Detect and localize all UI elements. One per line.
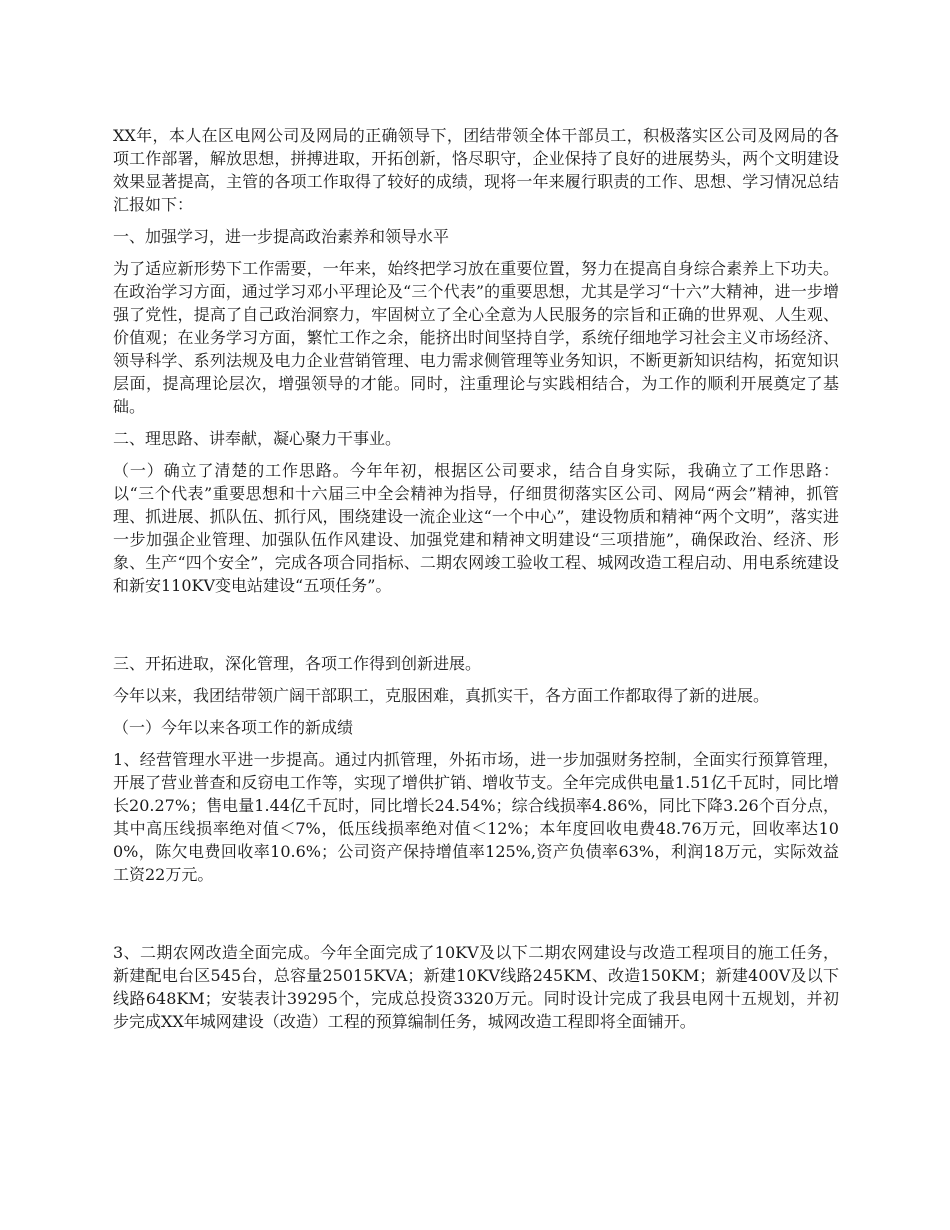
- intro-paragraph: XX年，本人在区电网公司及网局的正确领导下，团结带领全体干部员工，积极落实区公司及网局的各项工作部署，解放思想，拼搏进取，开拓创新，恪尽职守，企业保持了良好的进展势头，两个文明建设效果显著提高，主管的各项工作取得了较好的成绩，现将一年来履行职责的工作、思想、学习情况总结汇报如下：: [113, 126, 839, 214]
- section-heading-1: 一、加强学习，进一步提高政治素养和领导水平: [113, 227, 450, 246]
- management-paragraph: 1、经营管理水平进一步提高。通过内抓管理，外拓市场，进一步加强财务控制，全面实行预算管理，开展了营业普查和反窃电工作等，实现了增供扩销、增收节支。全年完成供电量1.51亿千瓦时，同比增长20.27%；售电量1.44亿千瓦时，同比增长24.54%；综合线损率4.86%，同比下降3.26个百分点，其中高压线损率绝对值＜7%，低压线损率绝对值＜12%；本年度回收电费48.76万元，回收率达100%，陈欠电费回收率10.6%；公司资产保持增值率125%,资产负债率63%，利润18万元，实际效益工资22万元。: [113, 750, 839, 884]
- rural-grid-paragraph: 3、二期农网改造全面完成。今年全面完成了10KV及以下二期农网建设与改造工程项目的施工任务，新建配电台区545台，总容量25015KVA；新建10KV线路245KM、改造150KM；新建400V及以下线路648KM；安装表计39295个，完成总投资3320万元。同时设计完成了我县电网十五规划，并初步完成XX年城网建设（改造）工程的预算编制任务，城网改造工程即将全面铺开。: [113, 943, 839, 1031]
- section-heading-3: 三、开拓进取，深化管理，各项工作得到创新进展。: [113, 654, 482, 673]
- work-idea-paragraph: （一）确立了清楚的工作思路。今年年初，根据区公司要求，结合自身实际，我确立了工作思路：以“三个代表”重要思想和十六届三中全会精神为指导，仔细贯彻落实区公司、网局“两会”精神，抓管理、抓进展、抓队伍、抓行风，围绕建设一流企业这“一个中心”，建设物质和精神“两个文明”，落实进一步加强企业管理、加强队伍作风建设、加强党建和精神文明建设“三项措施”，确保政治、经济、形象、生产“四个安全”，完成各项合同指标、二期农网竣工验收工程、城网改造工程启动、用电系统建设和新安110KV变电站建设“五项任务”。: [113, 461, 839, 595]
- study-paragraph: 为了适应新形势下工作需要，一年来，始终把学习放在重要位置，努力在提高自身综合素养上下功夫。在政治学习方面，通过学习邓小平理论及“三个代表”的重要思想，尤其是学习“十六”大精神，进一步增强了党性，提高了自己政治洞察力，牢固树立了全心全意为人民服务的宗旨和正确的世界观、人生观、价值观；在业务学习方面，繁忙工作之余，能挤出时间坚持自学，系统仔细地学习社会主义市场经济、领导科学、系列法规及电力企业营销管理、电力需求侧管理等业务知识，不断更新知识结构，拓宽知识层面，提高理论层次，增强领导的才能。同时，注重理论与实践相结合，为工作的顺利开展奠定了基础。: [113, 259, 839, 416]
- progress-paragraph: 今年以来，我团结带领广阔干部职工，克服困难，真抓实干，各方面工作都取得了新的进展。: [113, 686, 770, 705]
- section-heading-2: 二、理思路、讲奉献，凝心聚力干事业。: [113, 429, 402, 448]
- document-body: [113, 124, 839, 1033]
- subsection-heading-1: （一）今年以来各项工作的新成绩: [113, 718, 354, 737]
